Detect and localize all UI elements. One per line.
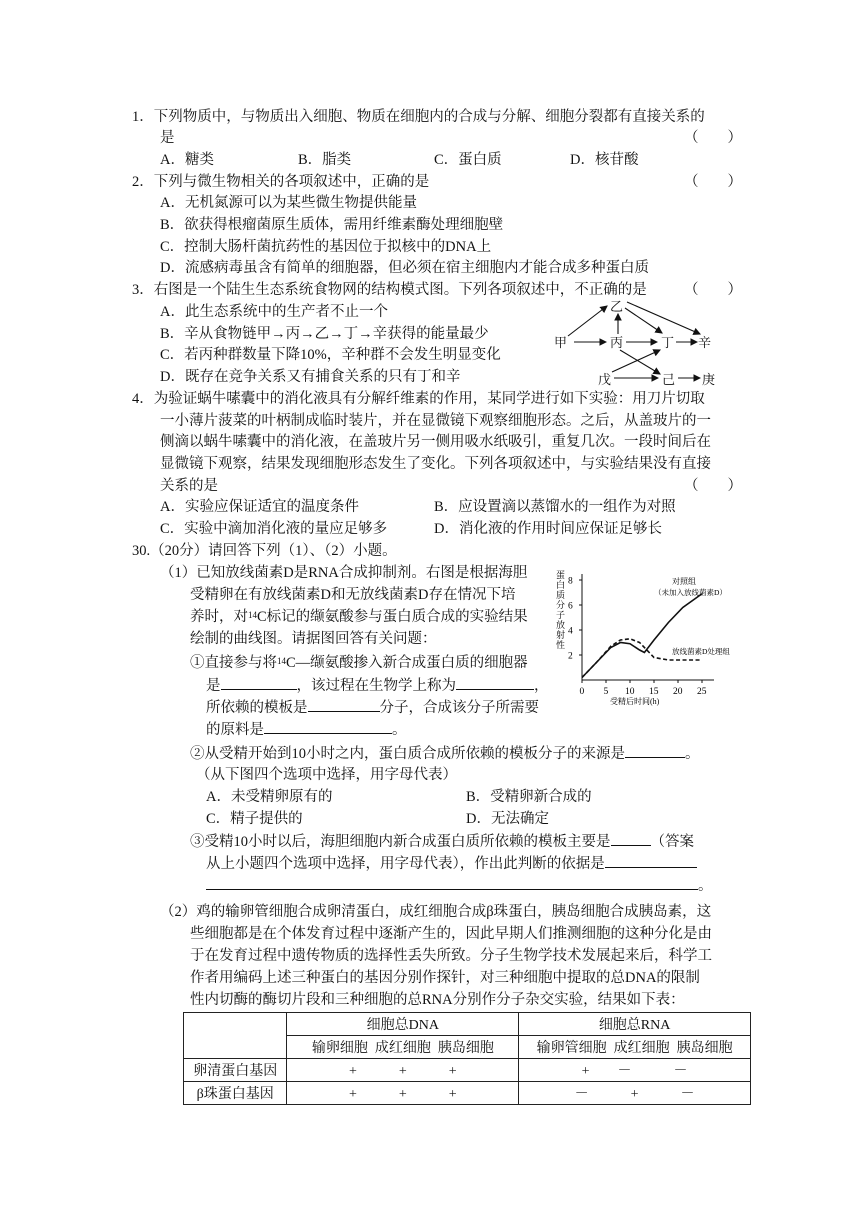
q30-sub1-line2: 是 ，该过程在生物学上称为 ， xyxy=(206,675,549,696)
q30-sub3-line3: 。 xyxy=(206,875,713,896)
q2-option-b: B．欲获得根瘤菌原生质体，需用纤维素酶处理细胞壁 xyxy=(160,217,504,233)
food-web-arrows xyxy=(568,302,700,378)
q30-p1-line2: 受精卵在有放线菌素D和无放线菌素D存在情况下培 xyxy=(190,587,516,603)
q30-sub1-line4: 的原料是 。 xyxy=(206,719,407,740)
row-dna-results: + + + xyxy=(287,1082,519,1105)
q30-header: 30.（20分）请回答下列（1）、（2）小题。 xyxy=(132,543,397,559)
q1-stem-line2: 是 xyxy=(160,130,175,146)
control-label-1: 对照组 xyxy=(672,577,696,586)
table-row xyxy=(184,1082,751,1105)
row-rna-results: + － － xyxy=(519,1059,751,1082)
q30-p2-line4: 作者用编码上述三种蛋白的基因分别作探针，对三种细胞中提取的总DNA的限制 xyxy=(190,970,700,986)
treated-group-curve xyxy=(582,639,702,678)
q4-option-b: B．应设置滴以蒸馏水的一组作为对照 xyxy=(434,499,676,515)
q30-p1-line4: 绘制的曲线图。请据图回答有关问题： xyxy=(190,631,437,647)
q30-p2-line3: 于在发育过程中遗传物质的选择性丢失所致。分子生物学技术发展起来后，科学工 xyxy=(190,948,712,964)
q30-p2-line1: （2）鸡的输卵管细胞合成卵清蛋白，成红细胞合成β珠蛋白，胰岛细胞合成胰岛素，这 xyxy=(160,904,712,920)
answer-blank-template[interactable] xyxy=(308,697,380,712)
q30-sub1-line3: 所依赖的模板是 分子，合成该分子所需要 xyxy=(206,697,539,718)
node-geng: 庚 xyxy=(702,372,716,387)
q4-option-c: C．实验中滴加消化液的量应足够多 xyxy=(160,521,388,537)
y-tick-label: 6 xyxy=(568,601,573,612)
q1-option-d: D．核苷酸 xyxy=(570,152,639,168)
y-tick-label: 8 xyxy=(568,576,573,587)
q4-stem-line3: 侧滴以蜗牛嗉囊中的消化液，在盖玻片另一侧用吸水纸吸引，重复几次。一段时间后在 xyxy=(160,434,711,450)
control-label-2: （未加入放线菌素D） xyxy=(654,588,727,597)
q30-sub2-line1: ②从受精开始到10小时之内，蛋白质合成所依赖的模板分子的来源是 。 xyxy=(190,743,700,764)
q2-option-c: C．控制大肠杆菌抗药性的基因位于拟核中的DNA上 xyxy=(160,239,492,255)
row-rna-results: － + － xyxy=(519,1082,751,1105)
x-tick-label: 0 xyxy=(579,687,585,697)
subheader-rna-cells: 输卵管细胞 成红细胞 胰岛细胞 xyxy=(519,1036,751,1059)
q4-stem-line1: 4．为验证蜗牛嗉囊中的消化液具有分解纤维素的作用，某同学进行如下实验：用刀片切取 xyxy=(132,391,705,407)
y-tick-label: 4 xyxy=(568,626,573,637)
q1-option-a: A．糖类 xyxy=(160,152,214,168)
row-label: 卵清蛋白基因 xyxy=(184,1059,287,1082)
graph-y-axis-label xyxy=(556,570,565,650)
q4-option-d: D．消化液的作用时间应保证足够长 xyxy=(434,521,662,537)
control-group-curve xyxy=(582,594,702,678)
q30-sub3-line1: ③受精10小时以后，海胆细胞内新合成蛋白质所依赖的模板主要是 （答案 xyxy=(190,831,694,852)
answer-blank-template-source[interactable] xyxy=(625,743,685,758)
node-xin: 辛 xyxy=(698,335,712,350)
answer-blank-organelle[interactable] xyxy=(221,675,297,690)
q2-answer-bracket: （ ） xyxy=(684,174,742,190)
y-axis-label-char: 分 xyxy=(556,600,566,610)
food-web-diagram xyxy=(540,292,720,392)
q30-sub2-option-c: C．精子提供的 xyxy=(206,811,303,827)
hybridization-table xyxy=(183,1012,751,1105)
x-tick-label: 5 xyxy=(603,687,609,697)
x-tick-label: 25 xyxy=(697,687,707,697)
q1-option-c: C．蛋白质 xyxy=(434,152,502,168)
graph-x-axis-label: 受精后时间(h) xyxy=(610,697,660,706)
y-axis-label-char: 放 xyxy=(556,620,566,630)
q30-sub3-line2: 从上小题四个选项中选择，用字母代表），作出此判断的依据是 xyxy=(206,853,697,874)
header-total-rna: 细胞总RNA xyxy=(519,1013,751,1036)
q30-sub2-option-a: A．未受精卵原有的 xyxy=(206,789,333,805)
q2-option-d: D．流感病毒虽含有简单的细胞器，但必须在宿主细胞内才能合成多种蛋白质 xyxy=(160,260,649,276)
q1-option-b: B．脂类 xyxy=(298,152,352,168)
y-axis-label-char: 质 xyxy=(556,590,566,600)
node-jia: 甲 xyxy=(554,335,568,350)
answer-blank-basis-continued[interactable] xyxy=(206,875,698,890)
x-tick-label: 15 xyxy=(649,687,659,697)
q30-sub1-line1: ①直接参与将$^{14}$C—缬氨酸掺入新合成蛋白质的细胞器 xyxy=(190,655,528,671)
node-ji: 己 xyxy=(662,372,676,387)
q4-option-a: A．实验应保证适宜的温度条件 xyxy=(160,499,359,515)
x-tick-label: 20 xyxy=(673,687,683,697)
protein-radioactivity-graph xyxy=(554,562,744,712)
q2-option-a: A．无机氮源可以为某些微生物提供能量 xyxy=(160,195,417,211)
q1-answer-bracket: （ ） xyxy=(684,130,742,146)
node-ding: 丁 xyxy=(661,335,675,350)
header-total-dna: 细胞总DNA xyxy=(287,1013,519,1036)
q30-p2-line5: 性内切酶的酶切片段和三种细胞的总RNA分别作分子杂交实验，结果如下表： xyxy=(190,992,685,1008)
subheader-dna-cells: 输卵细胞 成红细胞 胰岛细胞 xyxy=(287,1036,519,1059)
q30-sub2-note: （从下图四个选项中选择，用字母代表） xyxy=(196,767,457,783)
table-header-row xyxy=(184,1013,751,1036)
row-label: β珠蛋白基因 xyxy=(184,1082,287,1105)
q3-option-a: A．此生态系统中的生产者不止一个 xyxy=(160,304,388,320)
y-axis-label-char: 蛋 xyxy=(556,570,566,580)
q3-option-c: C．若丙种群数量下降10%，辛种群不会发生明显变化 xyxy=(160,347,501,363)
table-row xyxy=(184,1059,751,1082)
treated-label: 放线菌素D处理组 xyxy=(672,647,730,656)
q3-option-d: D．既存在竞争关系又有捕食关系的只有丁和辛 xyxy=(160,369,461,385)
y-axis-label-char: 子 xyxy=(556,610,566,620)
q3-option-b: B．辛从食物链甲→丙→乙→丁→辛获得的能量最少 xyxy=(160,326,489,342)
q3-answer-bracket: （ ） xyxy=(684,282,742,298)
y-axis-label-char: 性 xyxy=(556,640,566,650)
answer-blank-process[interactable] xyxy=(456,675,534,690)
q4-stem-line5: 关系的是 xyxy=(160,478,218,494)
row-dna-results: + + + xyxy=(287,1059,519,1082)
node-wu: 戊 xyxy=(598,372,612,387)
node-bing: 丙 xyxy=(610,335,624,350)
y-axis-label-char: 射 xyxy=(556,630,566,640)
q30-sub2-option-d: D．无法确定 xyxy=(466,811,549,827)
q3-stem: 3．右图是一个陆生生态系统食物网的结构模式图。下列各项叙述中，不正确的是 xyxy=(132,282,647,298)
table-corner-cell xyxy=(184,1013,287,1059)
answer-blank-main-template[interactable] xyxy=(611,831,651,846)
y-tick-label: 2 xyxy=(568,651,573,662)
answer-blank-basis[interactable] xyxy=(605,853,697,868)
q30-sub2-option-b: B．受精卵新合成的 xyxy=(466,789,592,805)
q4-answer-bracket: （ ） xyxy=(684,478,742,494)
y-axis-label-char: 白 xyxy=(556,580,566,590)
q2-stem: 2．下列与微生物相关的各项叙述中，正确的是 xyxy=(132,174,430,190)
q30-p1-line3: 养时，对$^{14}$C标记的缬氨酸参与蛋白质合成的实验结果 xyxy=(190,609,528,625)
node-yi: 乙 xyxy=(610,299,624,314)
q4-stem-line2: 一小薄片菠菜的叶柄制成临时装片，并在显微镜下观察细胞形态。之后，从盖玻片的一 xyxy=(160,413,711,429)
q30-p1-line1: （1）已知放线菌素D是RNA合成抑制剂。右图是根据海胆 xyxy=(160,565,528,581)
answer-blank-raw-material[interactable] xyxy=(264,719,392,734)
q4-stem-line4: 显微镜下观察，结果发现细胞形态发生了变化。下列各项叙述中，与实验结果没有直接 xyxy=(160,456,711,472)
x-tick-label: 10 xyxy=(625,687,635,697)
q30-p2-line2: 些细胞都是在个体发育过程中逐渐产生的，因此早期人们推测细胞的这种分化是由 xyxy=(190,926,712,942)
q1-stem-line1: 1．下列物质中，与物质出入细胞、物质在细胞内的合成与分解、细胞分裂都有直接关系的 xyxy=(132,109,705,125)
